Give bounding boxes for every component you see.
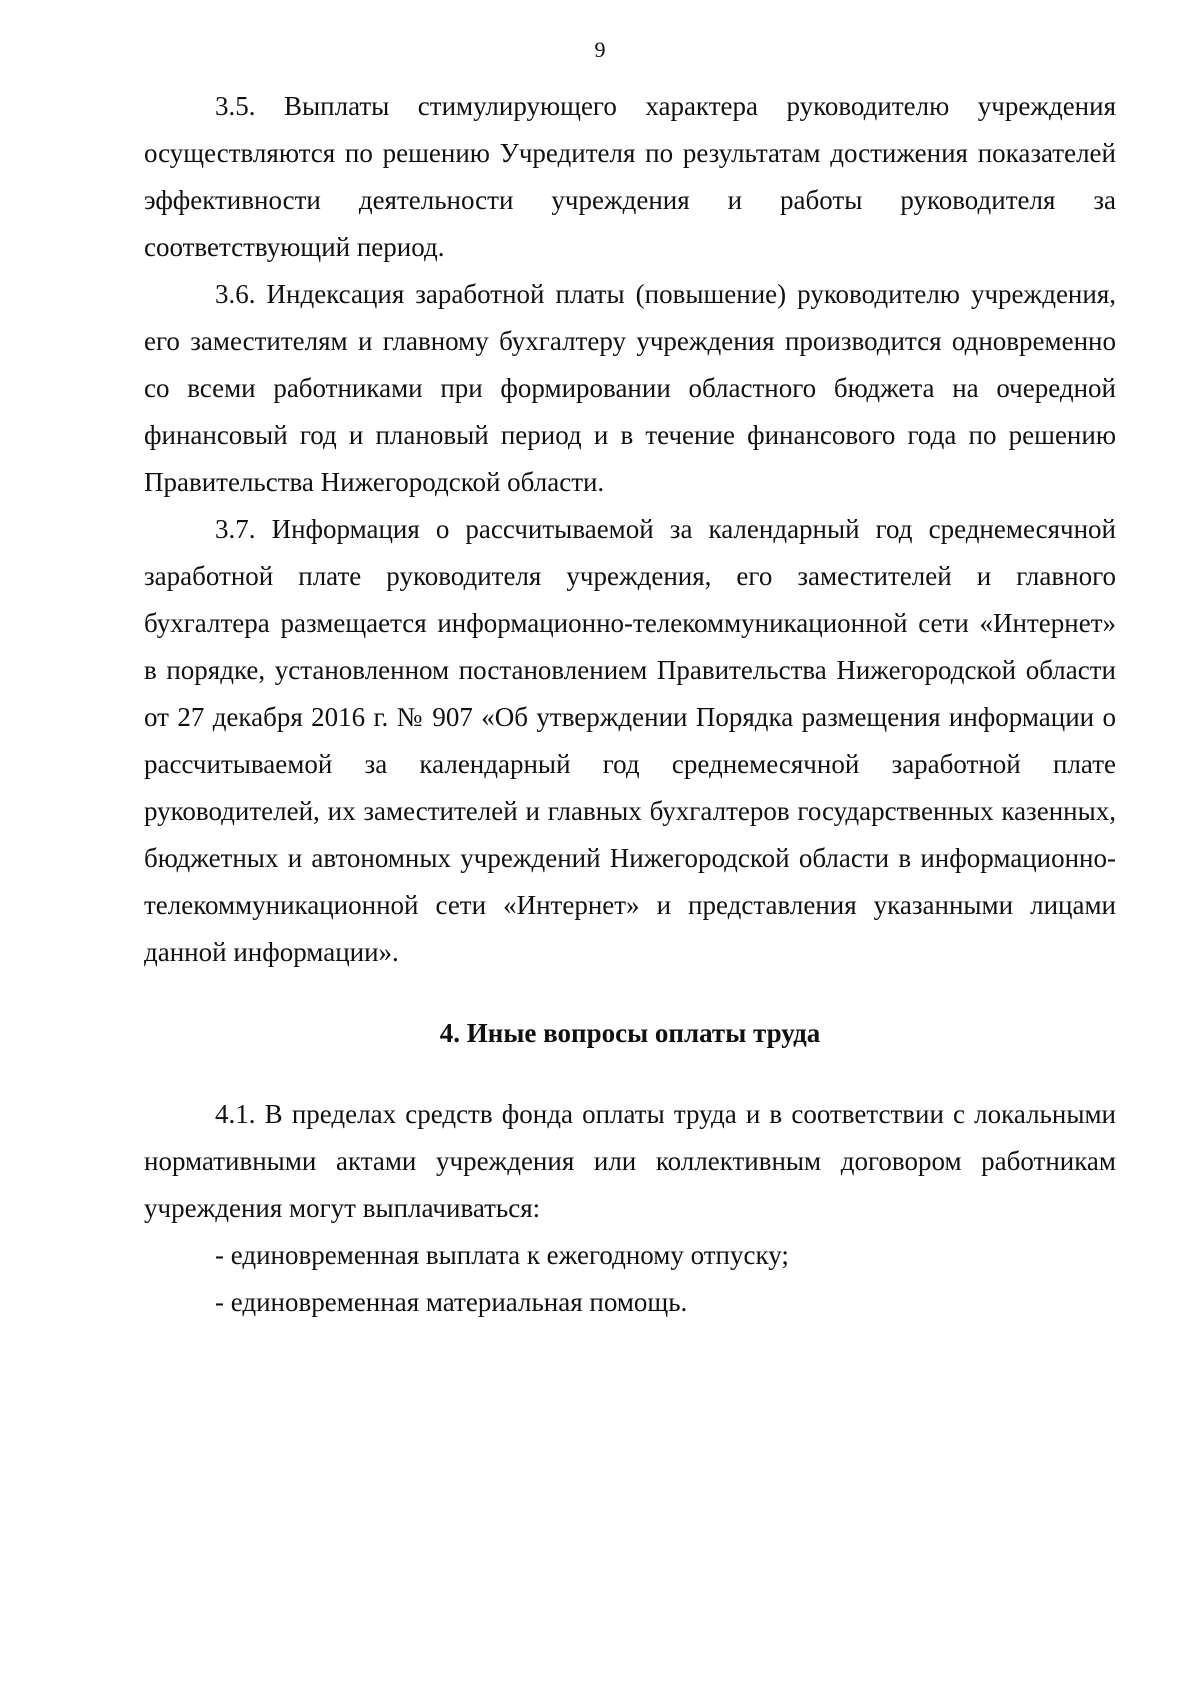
section-4-heading: 4. Иные вопросы оплаты труда (439, 1018, 821, 1048)
list-item-annual-leave-payment: - единовременная выплата к ежегодному отпуску; (215, 1240, 789, 1270)
paragraph-4-1: 4.1. В пределах средств фонда оплаты труда и в соответствии с локальными нормативными актами учреждения или коллективным договором работникам учреждения могут выплачиваться: (144, 1099, 1116, 1223)
paragraph-3-7: 3.7. Информация о рассчитываемой за календарный год среднемесячной заработной плате руководителя учреждения, его заместителей и главного бухгалтера размещается информационно-телекоммуникационной сети «Интернет» в порядке, установленном постановлением Правительства Нижегородской области от 27 декабря 2016 г. № 907 «Об утверждении Порядка размещения информации о рассчитываемой за календарный год среднемесячной заработной плате руководителей, их заместителей и главных бухгалтеров государственных казенных, бюджетных и автономных учреждений Нижегородской области в информационно-телекоммуникационной сети «Интернет» и представления указанными лицами данной информации». (144, 514, 1116, 967)
list-item-material-aid: - единовременная материальная помощь. (215, 1287, 688, 1317)
paragraph-3-5: 3.5. Выплаты стимулирующего характера руководителю учреждения осуществляются по решению Учредителя по результатам достижения показателей эффективности деятельности учреждения и работы руководителя за соответствующий период. (144, 91, 1116, 262)
page-number: 9 (594, 37, 606, 62)
document-body (144, 83, 1116, 1326)
paragraph-3-6: 3.6. Индексация заработной платы (повышение) руководителю учреждения, его заместителям и главному бухгалтеру учреждения производится одновременно со всеми работниками при формировании областного бюджета на очередной финансовый год и плановый период и в течение финансового года по решению Правительства Нижегородской области. (144, 279, 1116, 497)
